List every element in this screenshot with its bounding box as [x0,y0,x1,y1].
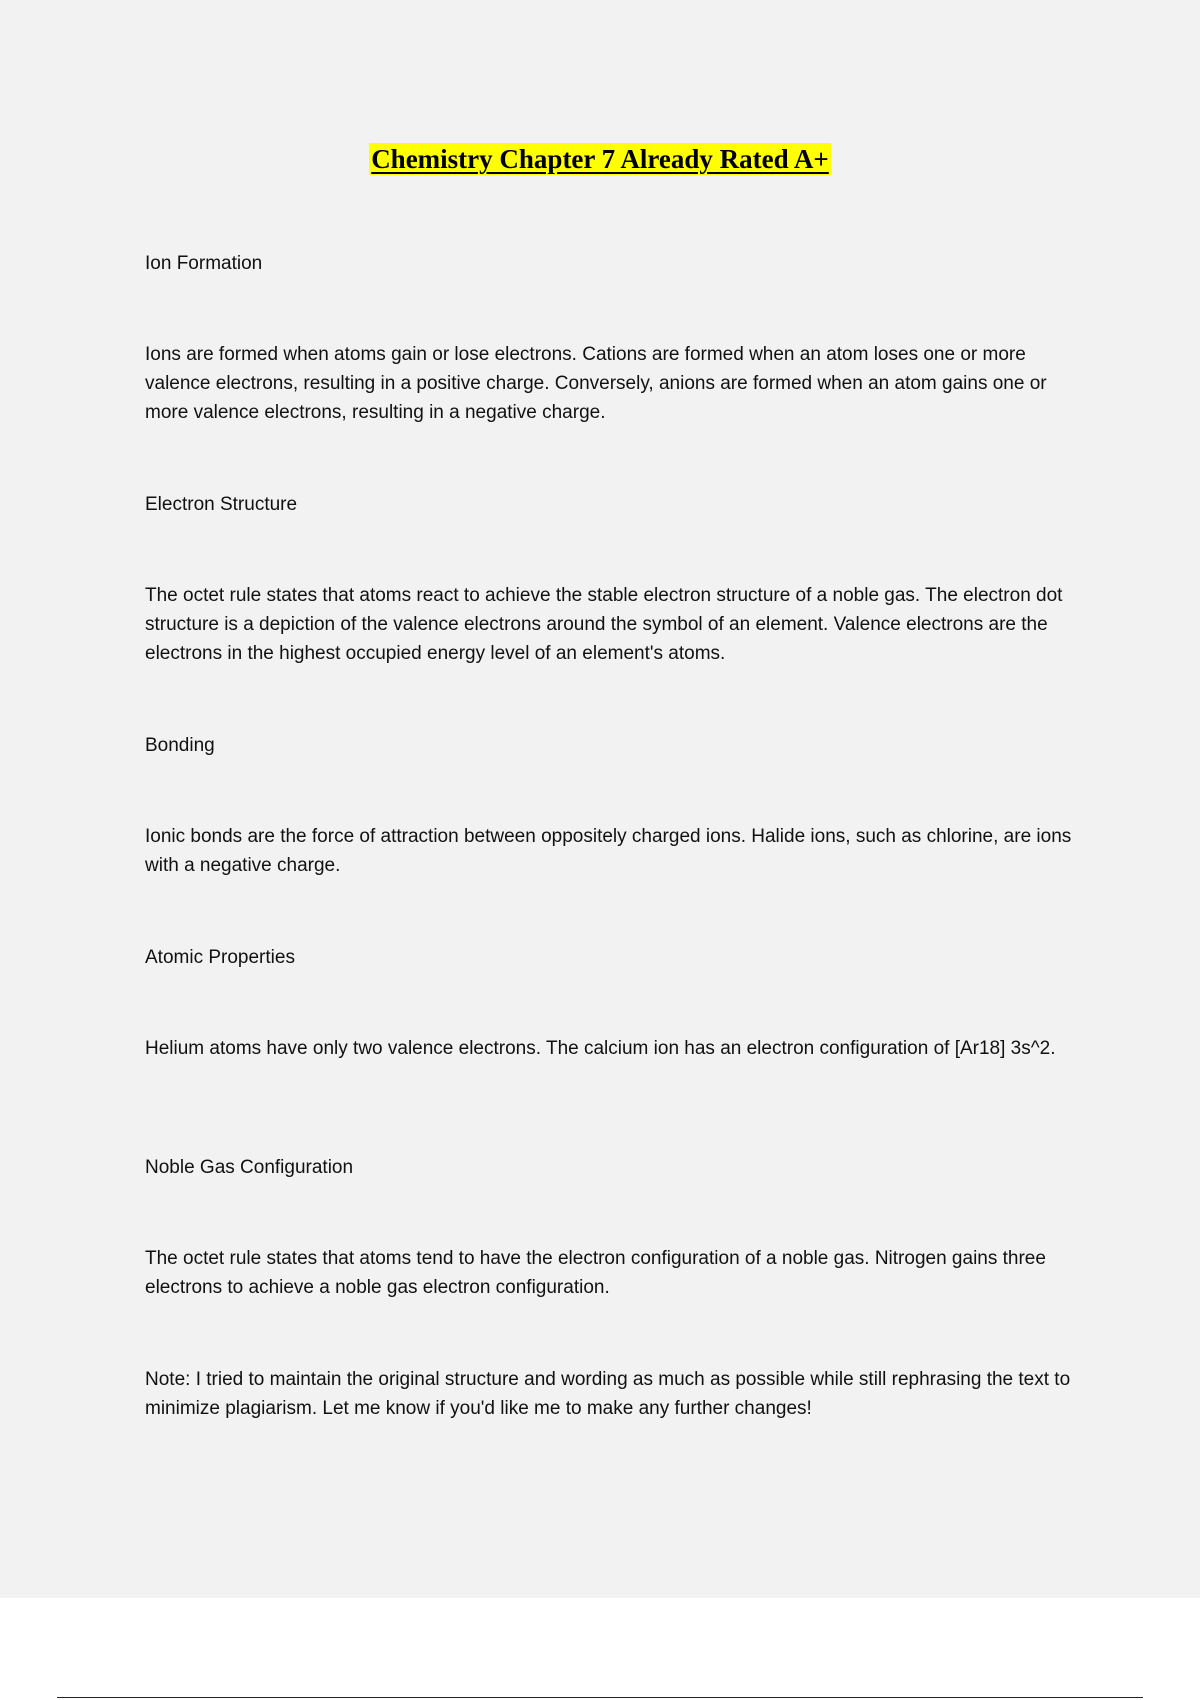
section-heading-noble-gas-configuration: Noble Gas Configuration [145,1157,354,1178]
section-heading-ion-formation: Ion Formation [145,253,263,274]
section-heading-atomic-properties: Atomic Properties [145,947,295,968]
closing-note: Note: I tried to maintain the original structure and wording as much as possible while still rephrasing the text to minimize plagiarism. Let me know if you'd like me to make any further changes! [145,1369,1071,1419]
section-body-atomic-properties: Helium atoms have only two valence electrons. The calcium ion has an electron configuration of [Ar18] 3s^2. [145,1038,1056,1059]
section-body-bonding: Ionic bonds are the force of attraction between oppositely charged ions. Halide ions, such as chlorine, are ions with a negative charge. [145,826,1072,876]
section-heading-electron-structure: Electron Structure [145,494,298,515]
document-title: Chemistry Chapter 7 Already Rated A+ [371,144,829,174]
footer-divider [57,1697,1143,1698]
section-body-ion-formation: Ions are formed when atoms gain or lose electrons. Cations are formed when an atom loses one or more valence electrons, resulting in a positive charge. Conversely, anions are formed when an atom gains one or more valence electrons, resulting in a negative charge. [145,344,1047,423]
section-body-electron-structure: The octet rule states that atoms react to achieve the stable electron structure of a noble gas. The electron dot structure is a depiction of the valence electrons around the symbol of an element. Valence electrons are the electrons in the highest occupied energy level of an element's atoms. [145,585,1063,664]
section-body-noble-gas-configuration: The octet rule states that atoms tend to have the electron configuration of a noble gas. Nitrogen gains three electrons to achieve a noble gas electron configuration. [145,1248,1046,1298]
title-container [0,143,1200,175]
section-heading-bonding: Bonding [145,735,215,756]
